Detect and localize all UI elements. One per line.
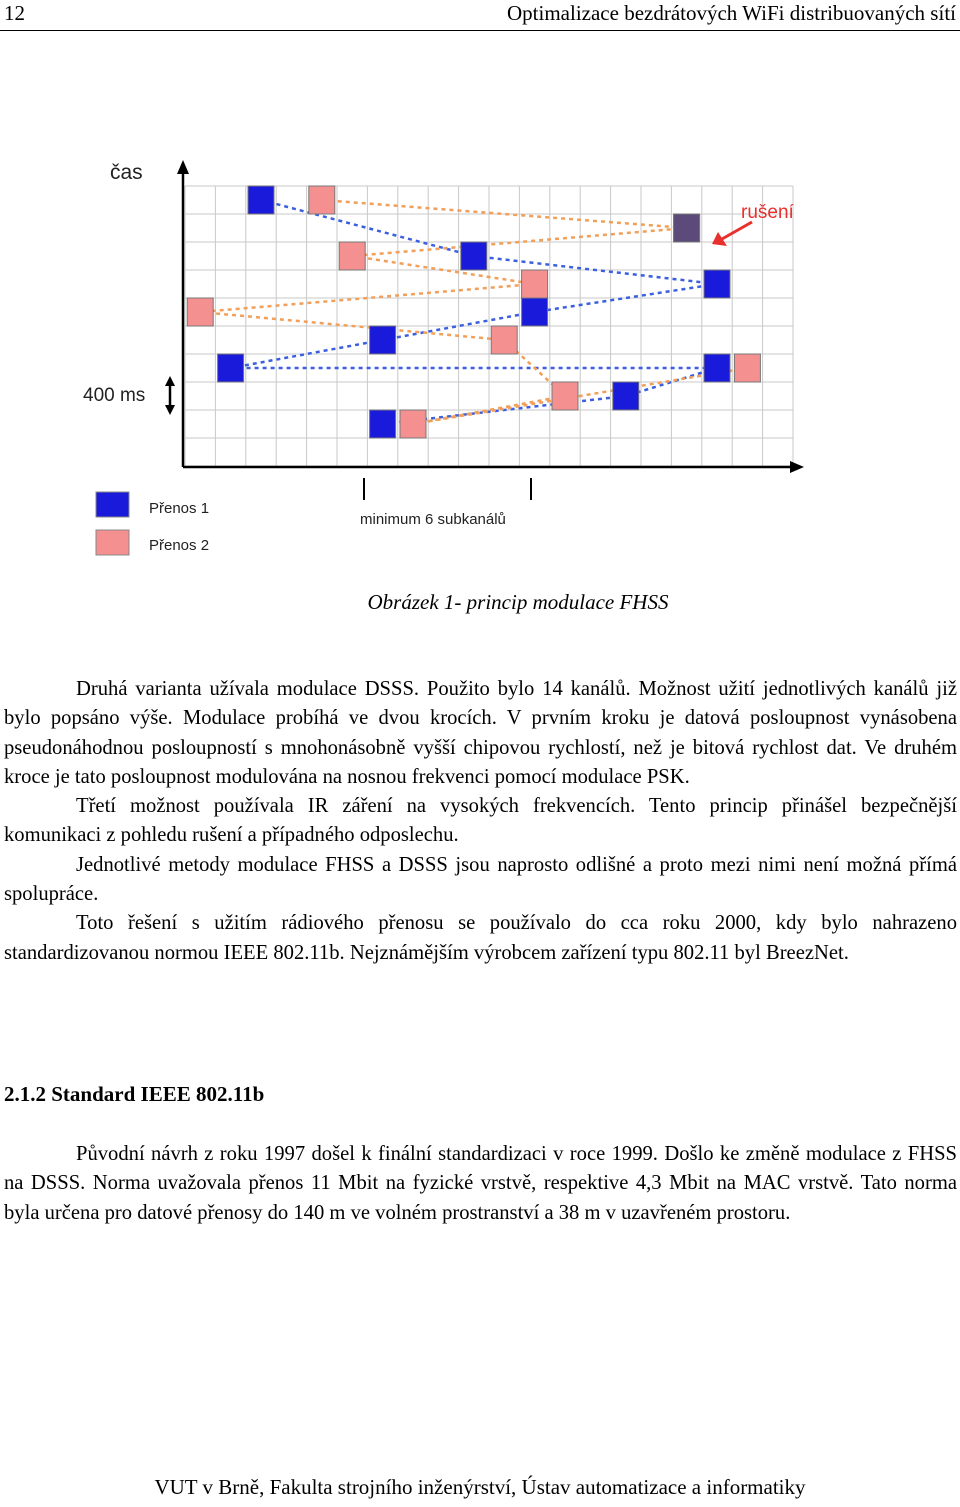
paragraph: Původní návrh z roku 1997 došel k finální standardizaci v roce 1999. Došlo ke změně modulace z FHSS na DSSS. Norma uvažovala přenos 11 Mbit na fyzické vrstvě, respektive 4,3 Mbit na MAC vrstvě. Tato norma byla určena pro datové přenosy do 140 m ve volném prostranství a 38 m v uzavřeném prostoru. xyxy=(4,1143,957,1224)
transmission-1-block xyxy=(218,354,244,382)
transmission-2-block xyxy=(491,326,517,354)
transmission-2-block xyxy=(187,298,213,326)
legend-label-2: Přenos 2 xyxy=(149,537,210,554)
section2-text xyxy=(4,1140,957,1228)
transmission-1-block xyxy=(704,354,730,382)
interference-block xyxy=(674,214,700,242)
transmission-1-block xyxy=(704,270,730,298)
section-heading: 2.1.2 Standard IEEE 802.11b xyxy=(4,1082,265,1106)
transmission-1-block xyxy=(613,382,639,410)
legend-swatch-2 xyxy=(96,530,129,555)
transmission-blocks xyxy=(187,186,760,438)
transmission-2-block xyxy=(309,186,335,214)
paragraph: Druhá varianta užívala modulace DSSS. Použito bylo 14 kanálů. Možnost užití jednotlivých kanálů již bylo popsáno výše. Modulace probíhá ve dvou krocích. V prvním kroku je datová posloupnost vynásobena pseudonáhodnou posloupností s mnohonásobně vyšší chipovou rychlostí, než je bitová rychlost dat. Ve druhém kroce je tato posloupnost modulována na nosnou frekvenci pomocí modulace PSK. xyxy=(4,678,957,788)
legend xyxy=(96,492,209,555)
interval-marker xyxy=(165,376,175,415)
transmission-2-block xyxy=(400,410,426,438)
transmission-1-block xyxy=(370,326,396,354)
fhss-figure xyxy=(0,145,960,565)
y-axis-label: čas xyxy=(110,161,143,184)
transmission-1-block xyxy=(522,298,548,326)
interval-label: 400 ms xyxy=(83,385,146,406)
transmission-2-block xyxy=(734,354,760,382)
subchannel-label: minimum 6 subkanálů xyxy=(360,511,506,528)
legend-label-1: Přenos 1 xyxy=(149,500,210,517)
hop-lines xyxy=(200,200,747,424)
paragraph: Jednotlivé metody modulace FHSS a DSSS jsou naprosto odlišné a proto mezi nimi není možná přímá spolupráce. xyxy=(4,853,957,906)
page-header xyxy=(0,0,960,31)
interference-label: rušení xyxy=(741,202,794,223)
transmission-2-block xyxy=(552,382,578,410)
transmission-1-block xyxy=(248,186,274,214)
transmission-1-block xyxy=(370,410,396,438)
section1-text xyxy=(4,675,957,968)
page-number: 12 xyxy=(4,1,25,25)
paragraph: Toto řešení s užitím rádiového přenosu se používalo do cca roku 2000, kdy bylo nahrazeno standardizovanou normou IEEE 802.11b. Nejznámějším výrobcem zařízení typu 802.11 byl BreezNet. xyxy=(4,912,957,964)
frequency-time-grid xyxy=(185,186,793,466)
transmission-1-block xyxy=(461,242,487,270)
running-title: Optimalizace bezdrátových WiFi distribuovaných sítí xyxy=(507,1,956,25)
transmission-2-block xyxy=(339,242,365,270)
subchannel-bracket xyxy=(364,478,531,500)
paragraph: Třetí možnost používala IR záření na vysokých frekvencích. Tento princip přinášel bezpečnější komunikaci z pohledu rušení a případného odposlechu. xyxy=(4,795,957,847)
transmission-2-block xyxy=(522,270,548,298)
legend-swatch-1 xyxy=(96,492,129,517)
figure-caption: Obrázek 1- princip modulace FHSS xyxy=(367,590,669,614)
page-footer: VUT v Brně, Fakulta strojního inženýrství, Ústav automatizace a informatiky xyxy=(154,1475,806,1499)
